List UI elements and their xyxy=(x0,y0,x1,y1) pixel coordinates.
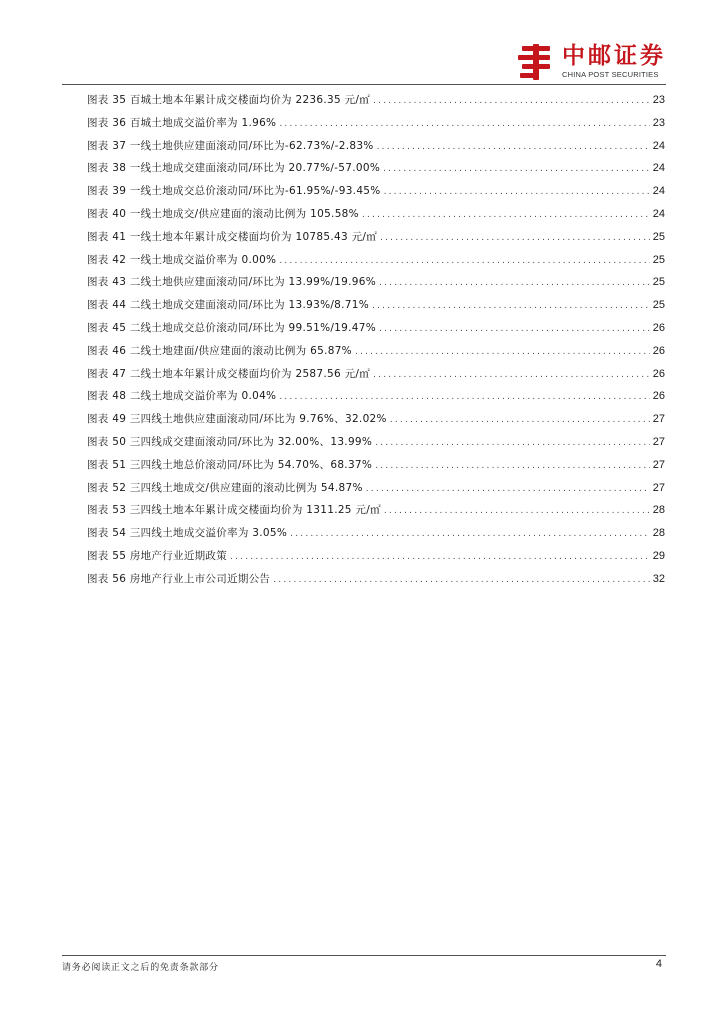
toc-entry[interactable] xyxy=(87,206,665,229)
toc-entry-title[interactable]: 图表 37 一线土地供应建面滚动同/环比为-62.73%/-2.83% xyxy=(87,139,374,152)
toc-entry-page[interactable]: 24 xyxy=(652,185,665,198)
toc-entry-page[interactable]: 27 xyxy=(652,458,665,471)
toc-entry-title[interactable]: 图表 43 二线土地供应建面滚动同/环比为 13.99%/19.96% xyxy=(87,276,377,289)
toc-entry-page[interactable]: 23 xyxy=(652,116,665,129)
toc-dot-leader xyxy=(384,187,650,197)
toc-entry-title[interactable]: 图表 50 三四线成交建面滚动同/环比为 32.00%、13.99% xyxy=(87,435,373,448)
toc-entry-title[interactable]: 图表 56 房地产行业上市公司近期公告 xyxy=(87,572,271,585)
toc-dot-leader xyxy=(377,142,650,152)
toc-entry-page[interactable]: 29 xyxy=(652,549,665,562)
toc-dot-leader xyxy=(279,256,649,266)
toc-entry-page[interactable]: 26 xyxy=(652,390,665,403)
toc-entry-title[interactable]: 图表 48 二线土地成交溢价率为 0.04% xyxy=(87,390,277,403)
toc-entry-page[interactable]: 27 xyxy=(652,481,665,494)
toc-entry-page[interactable]: 26 xyxy=(652,367,665,380)
toc-dot-leader xyxy=(379,324,650,334)
toc-entry-title[interactable]: 图表 47 二线土地本年累计成交楼面均价为 2587.56 元/㎡ xyxy=(87,367,371,380)
toc-entry[interactable] xyxy=(87,343,665,366)
toc-entry[interactable] xyxy=(87,434,665,457)
toc-entry-title[interactable]: 图表 35 百城土地本年累计成交楼面均价为 2236.35 元/㎡ xyxy=(87,94,371,106)
toc-entry[interactable] xyxy=(87,502,665,525)
toc-entry-title[interactable]: 图表 49 三四线土地供应建面滚动同/环比为 9.76%、32.02% xyxy=(87,413,387,426)
toc-entry[interactable] xyxy=(87,297,665,320)
toc-entry[interactable] xyxy=(87,229,665,252)
toc-entry-page[interactable]: 27 xyxy=(652,413,665,426)
toc-entry-title[interactable]: 图表 42 一线土地成交溢价率为 0.00% xyxy=(87,253,277,266)
toc-entry-title[interactable]: 图表 41 一线土地本年累计成交楼面均价为 10785.43 元/㎡ xyxy=(87,230,378,243)
logo-chinese-name: 中邮证券 xyxy=(562,43,666,69)
toc-dot-leader xyxy=(373,370,650,380)
toc-entry-title[interactable]: 图表 39 一线土地成交总价滚动同/环比为-61.95%/-93.45% xyxy=(87,185,381,198)
toc-entry-page[interactable]: 26 xyxy=(652,321,665,334)
toc-dot-leader xyxy=(372,301,650,311)
toc-dot-leader xyxy=(379,278,650,288)
toc-entry-title[interactable]: 图表 44 二线土地成交建面滚动同/环比为 13.93%/8.71% xyxy=(87,299,370,312)
toc-entry[interactable] xyxy=(87,411,665,434)
toc-entry[interactable] xyxy=(87,366,665,389)
toc-entry-title[interactable]: 图表 55 房地产行业近期政策 xyxy=(87,549,228,562)
toc-entry[interactable] xyxy=(87,274,665,297)
footer-disclaimer: 请务必阅读正文之后的免责条款部分 xyxy=(62,963,219,973)
footer-page-number: 4 xyxy=(655,958,662,970)
toc-dot-leader xyxy=(384,506,650,516)
toc-entry-title[interactable]: 图表 38 一线土地成交建面滚动同/环比为 20.77%/-57.00% xyxy=(87,162,381,175)
toc-dot-leader xyxy=(290,529,650,539)
toc-entry-page[interactable]: 32 xyxy=(652,572,665,585)
page-header xyxy=(0,0,724,90)
toc-dot-leader xyxy=(230,552,650,562)
toc-entry[interactable] xyxy=(87,92,665,115)
toc-entry-page[interactable]: 26 xyxy=(652,344,665,357)
toc-entry[interactable] xyxy=(87,388,665,411)
company-logo xyxy=(516,42,666,82)
toc-entry-title[interactable]: 图表 40 一线土地成交/供应建面的滚动比例为 105.58% xyxy=(87,207,359,220)
figure-index-list xyxy=(87,92,665,594)
toc-entry-title[interactable]: 图表 45 二线土地成交总价滚动同/环比为 99.51%/19.47% xyxy=(87,321,377,334)
toc-entry[interactable] xyxy=(87,252,665,275)
toc-entry[interactable] xyxy=(87,160,665,183)
toc-entry[interactable] xyxy=(87,457,665,480)
toc-entry[interactable] xyxy=(87,548,665,571)
toc-dot-leader xyxy=(362,210,650,220)
toc-entry-page[interactable]: 25 xyxy=(652,276,665,289)
toc-entry-page[interactable]: 25 xyxy=(652,299,665,312)
toc-entry[interactable] xyxy=(87,525,665,548)
header-divider xyxy=(62,84,666,85)
toc-dot-leader xyxy=(279,392,649,402)
toc-entry-title[interactable]: 图表 51 三四线土地总价滚动同/环比为 54.70%、68.37% xyxy=(87,458,373,471)
toc-entry-title[interactable]: 图表 52 三四线土地成交/供应建面的滚动比例为 54.87% xyxy=(87,481,363,494)
toc-entry-title[interactable]: 图表 36 百城土地成交溢价率为 1.96% xyxy=(87,116,277,129)
toc-entry[interactable] xyxy=(87,320,665,343)
toc-entry-page[interactable]: 24 xyxy=(652,139,665,152)
toc-entry-title[interactable]: 图表 54 三四线土地成交溢价率为 3.05% xyxy=(87,527,288,540)
toc-dot-leader xyxy=(273,575,650,585)
toc-entry[interactable] xyxy=(87,571,665,594)
toc-entry-page[interactable]: 25 xyxy=(652,230,665,243)
toc-dot-leader xyxy=(355,347,650,357)
toc-entry[interactable] xyxy=(87,183,665,206)
toc-entry-title[interactable]: 图表 46 二线土地建面/供应建面的滚动比例为 65.87% xyxy=(87,344,352,357)
toc-entry[interactable] xyxy=(87,480,665,503)
toc-entry[interactable] xyxy=(87,115,665,138)
toc-dot-leader xyxy=(375,438,650,448)
toc-dot-leader xyxy=(366,484,650,494)
footer-divider xyxy=(62,955,666,956)
toc-entry-page[interactable]: 28 xyxy=(652,527,665,540)
toc-entry-title[interactable]: 图表 53 三四线土地本年累计成交楼面均价为 1311.25 元/㎡ xyxy=(87,504,381,517)
toc-dot-leader xyxy=(375,461,650,471)
china-post-logo-icon xyxy=(516,42,556,82)
toc-dot-leader xyxy=(383,164,650,174)
toc-entry-page[interactable]: 23 xyxy=(652,94,665,106)
toc-entry-page[interactable]: 25 xyxy=(652,253,665,266)
toc-entry-page[interactable]: 24 xyxy=(652,207,665,220)
logo-english-name: CHINA POST SECURITIES xyxy=(562,70,659,79)
toc-dot-leader xyxy=(390,415,650,425)
toc-entry-page[interactable]: 27 xyxy=(652,435,665,448)
toc-entry[interactable] xyxy=(87,138,665,161)
toc-entry-page[interactable]: 28 xyxy=(652,504,665,517)
toc-dot-leader xyxy=(380,233,650,243)
toc-dot-leader xyxy=(279,119,649,129)
toc-entry-page[interactable]: 24 xyxy=(652,162,665,175)
toc-dot-leader xyxy=(373,96,650,106)
